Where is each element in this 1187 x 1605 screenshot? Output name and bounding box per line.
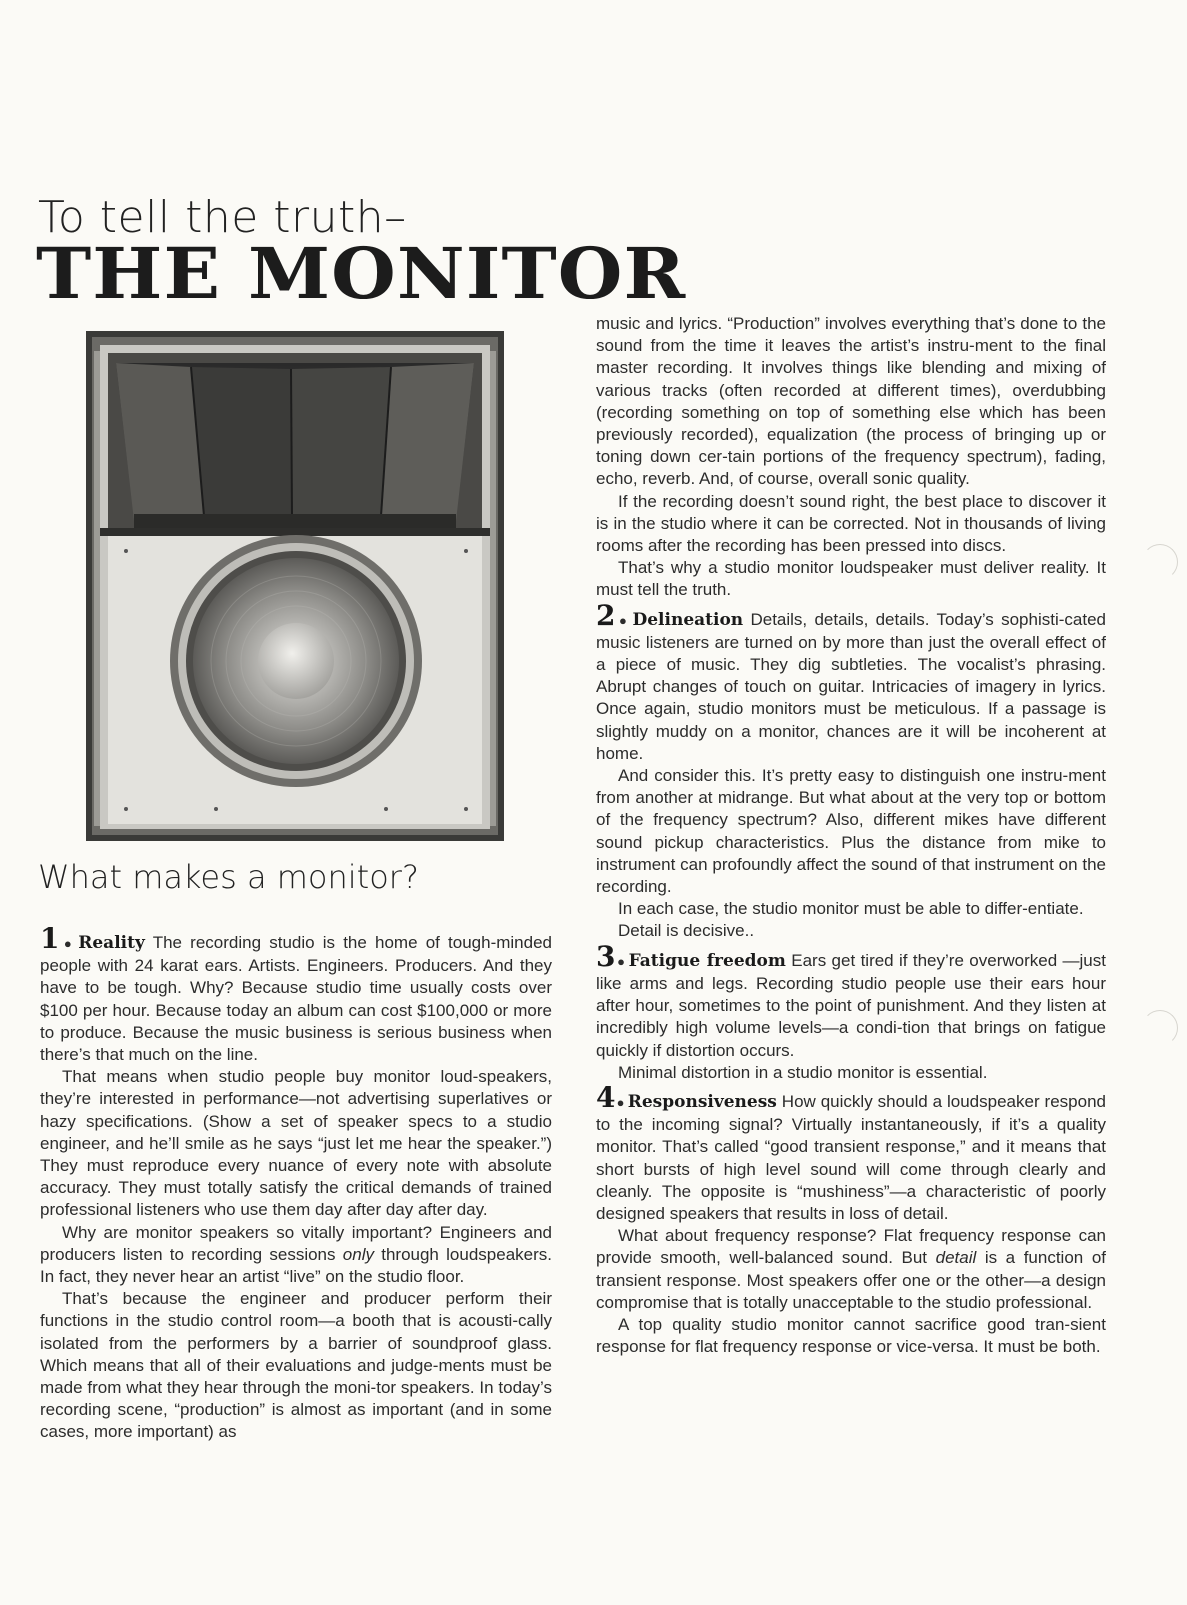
section-reality — [40, 922, 552, 1066]
section-number: 4 — [596, 1080, 616, 1114]
speaker-photo — [86, 331, 504, 841]
text-run: is a function of transient response. Most speakers offer one or the other—a design compromise that is totally unacceptable to the studio professional. — [596, 1248, 1106, 1312]
left-column — [40, 922, 552, 1444]
emphasis: detail — [935, 1248, 977, 1268]
binder-hole-mark — [1142, 544, 1178, 580]
paragraph: music and lyrics. “Production” involves everything that’s done to the sound from the time it leaves the artist’s instru-ment to the final master recording. It involves things like blending and mixing of various tracks (often recorded at different times), overdubbing (recording something on top of something else which has been previously recorded), equalization (the process of bringing up or toning down cer-tain portions of the frequency spectrum), fading, echo, reverb. And, of course, overall sonic quality. — [596, 314, 1106, 489]
section-heading: Fatigue freedom — [628, 950, 786, 971]
right-column — [596, 313, 1106, 1358]
section-heading: Reality — [78, 933, 145, 953]
paragraph: Details, details, details. Today’s sophisti-cated music listeners are turned on by more than just the overall effect of a piece of music. They dig subtleties. The vocalist’s phrasing. Abrupt changes of touch on guitar. Intricacies of imagery in lyrics. Once again, studio monitors must be meticulous. If a passage is slightly muddy on a monitor, chances are it will be incoherent at home. — [596, 609, 1106, 763]
paragraph — [596, 1225, 1106, 1314]
title-kicker: To tell the truth– — [38, 192, 407, 243]
paragraph: If the recording doesn’t sound right, the best place to discover it is in the studio where it can be corrected. Not in thousands of living rooms after the recording has been pressed into discs. — [596, 491, 1106, 556]
text-run: Why are monitor speakers so vitally important? Engineers and producers listen to recording sessions — [40, 1222, 552, 1264]
text-run: What about frequency response? Flat frequency response can provide smooth, well-balanced sound. But — [596, 1226, 1106, 1268]
section-fatigue-freedom — [596, 939, 1106, 1062]
paragraph: A top quality studio monitor cannot sacrifice good tran-sient response for flat frequency response or vice-versa. It must be both. — [596, 1314, 1106, 1357]
bullet-icon: ● — [616, 953, 626, 969]
bullet-icon: ● — [60, 936, 76, 951]
paragraph: Detail is decisive.. — [618, 921, 755, 941]
section-heading: Delineation — [632, 609, 744, 630]
paragraph — [40, 1222, 552, 1289]
section-number: 2 — [596, 598, 616, 632]
section-number: 3 — [596, 939, 616, 973]
section-number: 1 — [40, 922, 60, 955]
page-title: THE MONITOR — [36, 232, 687, 315]
paragraph: That’s because the engineer and producer perform their functions in the studio control room—a booth that is acousti-cally isolated from the performers by a barrier of soundproof glass. Which means that all of their evaluations and judge-ments must be made from what they hear through the moni-tor speakers. In today’s recording scene, “production” is almost as important (and in some cases, more important) as — [40, 1289, 552, 1442]
emphasis: only — [342, 1244, 374, 1264]
paragraph: The recording studio is the home of tough-minded people with 24 karat ears. Artists. Engineers. Producers. And they have to be tough. Why? Because studio time usually costs over $100 per hour. Because today an album can cost $100,000 or more to produce. Because the music business is serious business when there’s that much on the line. — [40, 933, 552, 1065]
binder-hole-mark — [1142, 1010, 1178, 1046]
paragraph: That’s why a studio monitor loudspeaker must deliver reality. It must tell the truth. — [596, 558, 1106, 600]
section-delineation — [596, 598, 1106, 765]
section-heading: Responsiveness — [627, 1091, 777, 1112]
bullet-icon: ● — [616, 1094, 625, 1110]
section-subhead: What makes a monitor? — [38, 858, 419, 896]
paragraph: In each case, the studio monitor must be able to differ-entiate. — [618, 899, 1084, 919]
section-responsiveness — [596, 1080, 1106, 1225]
paragraph: How quickly should a loudspeaker respond to the incoming signal? Virtually instantaneously, if it’s a quality monitor. That’s called “good transient response,” and it means that short bursts of high level sound will come through clearly and cleanly. The opposite is “mushiness”—a characteristic of poorly designed speakers that results in loss of detail. — [596, 1091, 1106, 1223]
text-run: through loudspeakers. In fact, they never hear an artist “live” on the studio floor. — [40, 1244, 552, 1287]
bullet-icon: ● — [616, 612, 630, 628]
paragraph: Ears get tired if they’re overworked —just like arms and legs. Recording studio people use their ears hour after hour, sometimes to the point of punishment. And they listen at incredibly high volume levels—a condi-tion that brings on fatigue quickly if distortion occurs. — [596, 950, 1106, 1060]
paragraph: And consider this. It’s pretty easy to distinguish one instru-ment from another at midrange. But what about at the very top or bottom of the frequency spectrum? Also, different mikes have different sound pickup characteristics. Plus the distance from mike to instrument can profoundly affect the sound of that instrument on the recording. — [596, 766, 1106, 897]
paragraph: That means when studio people buy monitor loud-speakers, they’re interested in performance—not advertising superlatives or hazy specifications. (Show a set of speaker specs to a studio engineer, and he’ll smile as he says “just let me hear the speaker.”) They must reproduce every nuance of every note with absolute accuracy. They must totally satisfy the critical demands of trained professional listeners who use them day after day after day. — [40, 1067, 552, 1220]
paragraph: Minimal distortion in a studio monitor is essential. — [618, 1062, 988, 1082]
